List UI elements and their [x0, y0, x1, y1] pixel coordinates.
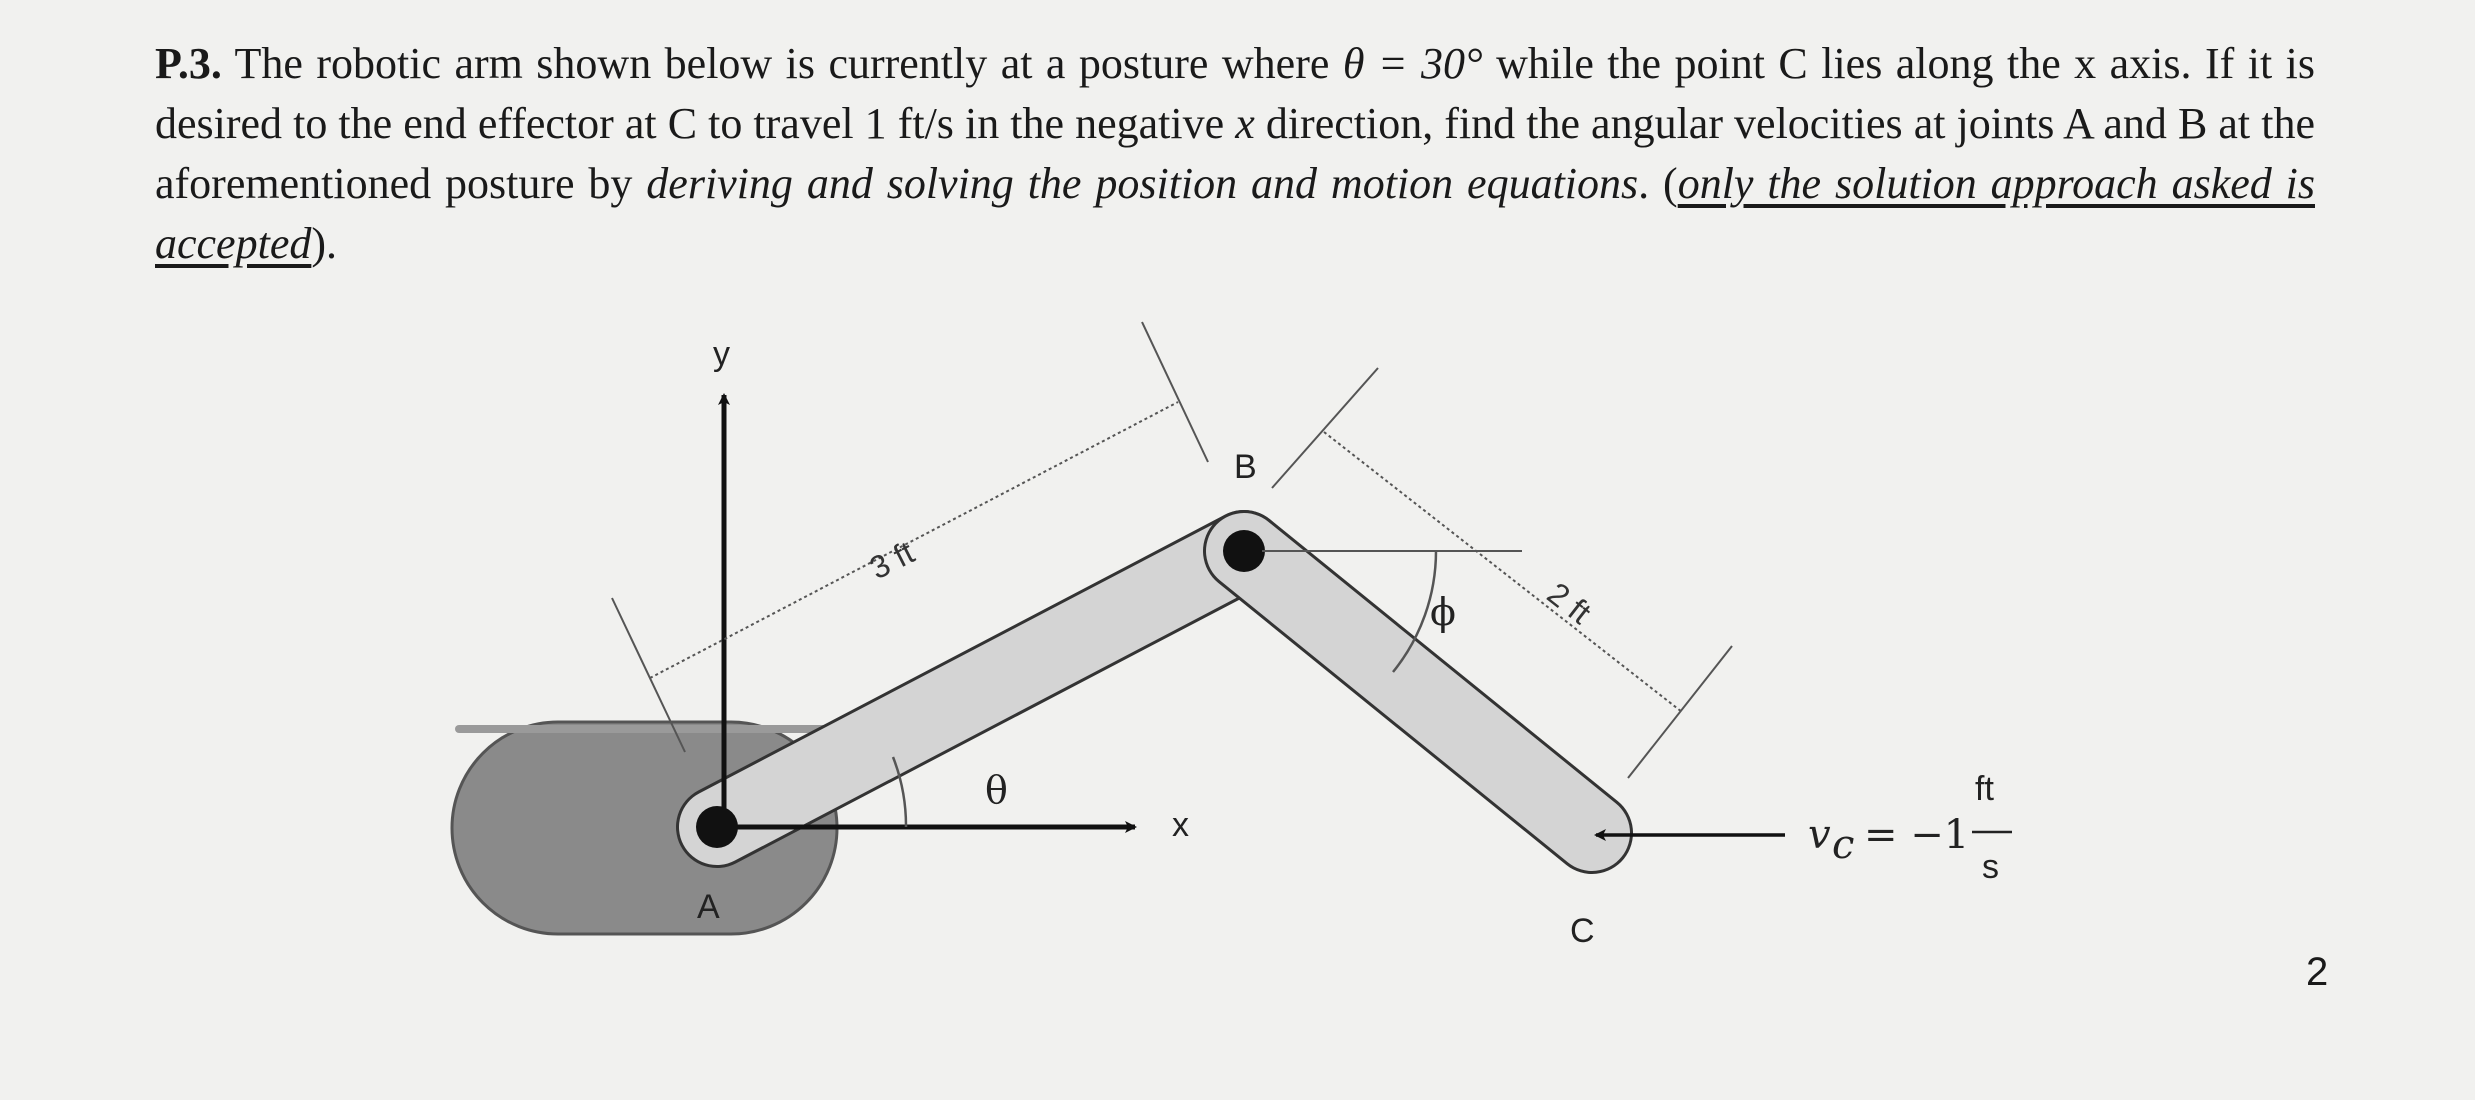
link-bc: [1244, 551, 1592, 833]
theta-label: θ: [985, 768, 1008, 812]
problem-number: P.3.: [155, 39, 222, 88]
velocity-symbol: v: [1808, 812, 1831, 858]
velocity-value: = −1: [1864, 812, 1970, 858]
x-variable: x: [1235, 99, 1255, 148]
problem-text-1: The robotic arm shown below is currently at a posture where: [221, 39, 1343, 88]
problem-text-5: ).: [311, 219, 337, 268]
joint-a-label: A: [697, 888, 720, 926]
velocity-unit-numerator: ft: [1975, 770, 1994, 808]
link-ab: [717, 551, 1244, 827]
joint-b-label: B: [1234, 448, 1257, 486]
underlined-text: only the solution approach asked is accepted: [155, 159, 2315, 268]
problem-text-3: direction, find the angular velocities at joints A and B at the aforementioned posture by: [155, 99, 2315, 208]
base-slot-highlight: [455, 725, 833, 733]
phi-label: ϕ: [1430, 590, 1456, 634]
page-number: 2: [2306, 950, 2329, 994]
problem-text-4: . (: [1638, 159, 1678, 208]
y-axis-label: y: [713, 335, 730, 373]
emphasis-text: deriving and solving the position and motion equations: [646, 159, 1639, 208]
point-c-label: C: [1570, 912, 1595, 950]
problem-text-2: while the point C lies along the x axis. If it is desired to the end effector at C to travel 1 ft/s in the negative: [155, 39, 2315, 148]
velocity-subscript: c: [1832, 822, 1855, 868]
theta-equation: θ = 30°: [1342, 39, 1483, 88]
velocity-unit-denominator: s: [1982, 848, 1999, 886]
length-ab-label: 3 ft: [863, 533, 920, 587]
x-axis-label: x: [1172, 806, 1189, 844]
length-bc-label: 2 ft: [1540, 575, 1598, 631]
joint-b-pin: [1223, 530, 1265, 572]
velocity-equation: [1808, 770, 2012, 886]
